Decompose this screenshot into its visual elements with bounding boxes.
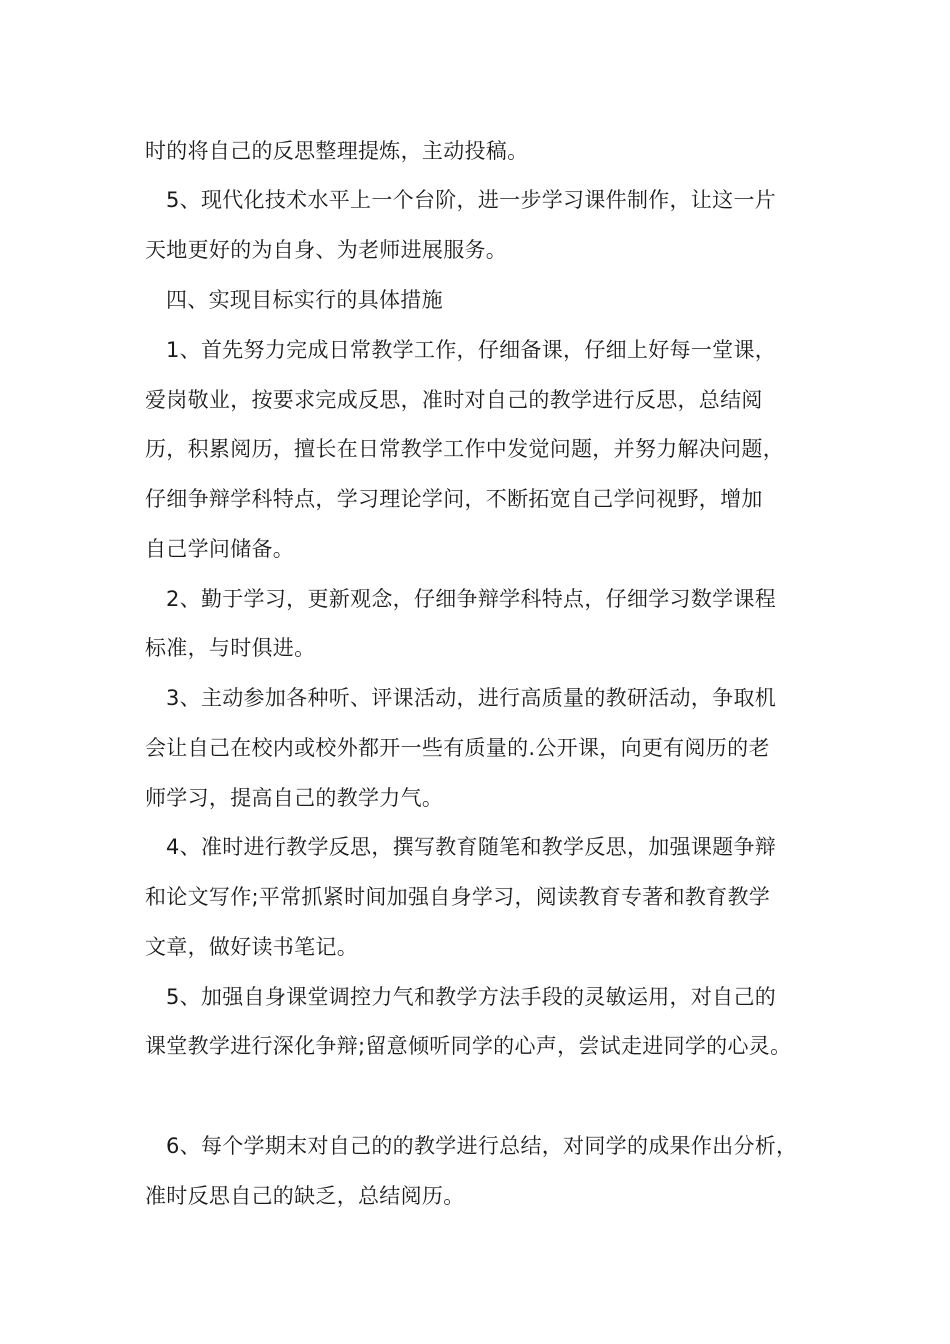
- text-line-7: 历，积累阅历，擅长在日常教学工作中发觉问题，并努力解决问题，: [145, 437, 784, 461]
- text-line-14: 师学习，提高自己的教学力气。: [145, 786, 444, 810]
- text-line-12: 3、主动参加各种听、评课活动，进行高质量的教研活动，争取机: [166, 686, 777, 710]
- section-heading: 四、实现目标实行的具体措施: [166, 288, 443, 312]
- text-line-6: 爱岗敬业，按要求完成反思，准时对自己的教学进行反思，总结阅: [145, 388, 763, 412]
- text-line-11: 标准，与时俱进。: [145, 636, 316, 660]
- text-line-18: 5、加强自身课堂调控力气和教学方法手段的灵敏运用，对自己的: [166, 985, 777, 1009]
- text-line-16: 和论文写作;平常抓紧时间加强自身学习，阅读教育专著和教育教学: [145, 885, 771, 909]
- text-line-2: 5、现代化技术水平上一个台阶，进一步学习课件制作，让这一片: [166, 188, 777, 212]
- text-line-3: 天地更好的为自身、为老师进展服务。: [145, 238, 508, 262]
- text-line-8: 仔细争辩学科特点，学习理论学问，不断拓宽自己学问视野，增加: [145, 487, 763, 511]
- text-line-20: 6、每个学期末对自己的的教学进行总结，对同学的成果作出分析，: [166, 1134, 798, 1158]
- text-line-9: 自己学问储备。: [145, 537, 295, 561]
- text-line-21: 准时反思自己的缺乏，总结阅历。: [145, 1184, 465, 1208]
- text-line-1: 时的将自己的反思整理提炼，主动投稿。: [145, 139, 529, 163]
- text-line-5: 1、首先努力完成日常教学工作，仔细备课，仔细上好每一堂课，: [166, 338, 777, 362]
- text-line-17: 文章，做好读书笔记。: [145, 935, 358, 959]
- text-line-15: 4、准时进行教学反思，撰写教育随笔和教学反思，加强课题争辩: [166, 835, 777, 859]
- text-line-19: 课堂教学进行深化争辩;留意倾听同学的心声，尝试走进同学的心灵。: [145, 1034, 792, 1058]
- text-line-10: 2、勤于学习，更新观念，仔细争辩学科特点，仔细学习数学课程: [166, 587, 777, 611]
- text-line-13: 会让自己在校内或校外都开一些有质量的.公开课，向更有阅历的老: [145, 736, 770, 760]
